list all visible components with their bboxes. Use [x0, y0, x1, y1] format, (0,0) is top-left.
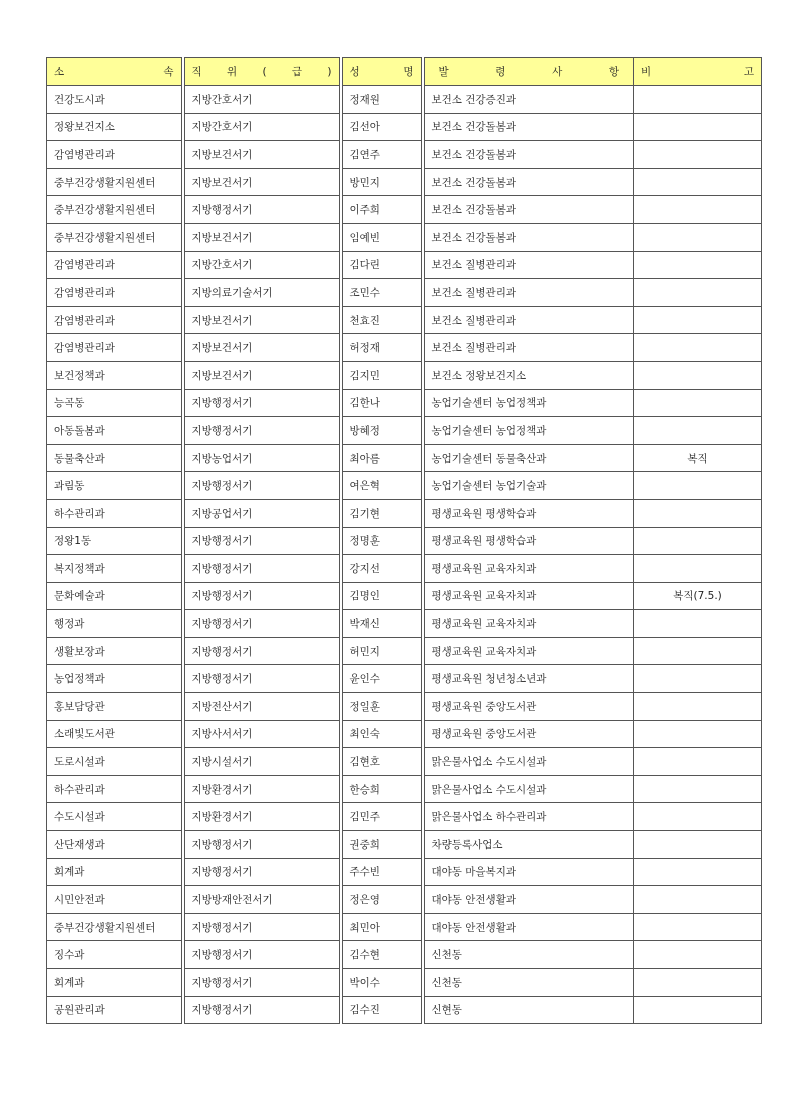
note-cell — [634, 996, 762, 1024]
post-cell: 농업기술센터 농업정책과 — [423, 389, 634, 417]
post-cell: 평생교육원 중앙도서관 — [423, 693, 634, 721]
dept-cell: 감염병관리과 — [47, 141, 183, 169]
post-cell: 보건소 건강돌봄과 — [423, 196, 634, 224]
grade-cell: 지방행정서기 — [183, 196, 341, 224]
grade-cell: 지방농업서기 — [183, 444, 341, 472]
post-cell: 보건소 질병관리과 — [423, 334, 634, 362]
table-row — [47, 527, 762, 555]
post-cell: 농업기술센터 농업기술과 — [423, 472, 634, 500]
dept-cell: 복지정책과 — [47, 555, 183, 583]
name-cell: 최인숙 — [341, 720, 423, 748]
grade-cell: 지방행정서기 — [183, 555, 341, 583]
grade-cell: 지방행정서기 — [183, 527, 341, 555]
grade-cell: 지방행정서기 — [183, 941, 341, 969]
name-cell: 김연주 — [341, 141, 423, 169]
grade-cell: 지방공업서기 — [183, 499, 341, 527]
dept-cell: 홍보담당관 — [47, 693, 183, 721]
note-cell — [634, 472, 762, 500]
dept-cell: 과림동 — [47, 472, 183, 500]
note-cell — [634, 86, 762, 114]
note-cell — [634, 665, 762, 693]
table-row — [47, 168, 762, 196]
post-cell: 대야동 안전생활과 — [423, 886, 634, 914]
name-cell: 주수빈 — [341, 858, 423, 886]
dept-cell: 아동돌봄과 — [47, 417, 183, 445]
table-row — [47, 141, 762, 169]
grade-cell: 지방의료기술서기 — [183, 279, 341, 307]
name-cell: 허민지 — [341, 637, 423, 665]
name-cell: 방민지 — [341, 168, 423, 196]
dept-cell: 수도시설과 — [47, 803, 183, 831]
note-cell — [634, 499, 762, 527]
dept-cell: 하수관리과 — [47, 775, 183, 803]
name-cell: 김명인 — [341, 582, 423, 610]
dept-cell: 정왕1동 — [47, 527, 183, 555]
name-cell: 임예빈 — [341, 223, 423, 251]
table-row — [47, 913, 762, 941]
dept-cell: 소래빛도서관 — [47, 720, 183, 748]
post-cell: 평생교육원 평생학습과 — [423, 499, 634, 527]
dept-cell: 하수관리과 — [47, 499, 183, 527]
note-cell — [634, 831, 762, 859]
note-cell — [634, 693, 762, 721]
post-cell: 신천동 — [423, 969, 634, 997]
name-cell: 정명훈 — [341, 527, 423, 555]
table-row — [47, 637, 762, 665]
note-cell — [634, 913, 762, 941]
name-cell: 김민주 — [341, 803, 423, 831]
grade-cell: 지방행정서기 — [183, 831, 341, 859]
dept-cell: 건강도시과 — [47, 86, 183, 114]
post-cell: 평생교육원 중앙도서관 — [423, 720, 634, 748]
post-cell: 농업기술센터 동물축산과 — [423, 444, 634, 472]
name-cell: 권중희 — [341, 831, 423, 859]
header-post: 발 령 사 항 — [423, 58, 634, 86]
name-cell: 방혜정 — [341, 417, 423, 445]
table-row — [47, 499, 762, 527]
name-cell: 정재원 — [341, 86, 423, 114]
note-cell — [634, 141, 762, 169]
grade-cell: 지방보건서기 — [183, 361, 341, 389]
name-cell: 최민아 — [341, 913, 423, 941]
dept-cell: 감염병관리과 — [47, 306, 183, 334]
header-grade: 직 위 ( 급 ) — [183, 58, 341, 86]
table-row — [47, 720, 762, 748]
grade-cell: 지방행정서기 — [183, 858, 341, 886]
name-cell: 김다린 — [341, 251, 423, 279]
note-cell — [634, 858, 762, 886]
name-cell: 박재신 — [341, 610, 423, 638]
post-cell: 보건소 건강돌봄과 — [423, 223, 634, 251]
post-cell: 맑은물사업소 수도시설과 — [423, 748, 634, 776]
name-cell: 정은영 — [341, 886, 423, 914]
name-cell: 김수진 — [341, 996, 423, 1024]
table-row — [47, 223, 762, 251]
grade-cell: 지방행정서기 — [183, 417, 341, 445]
note-cell — [634, 527, 762, 555]
dept-cell: 중부건강생활지원센터 — [47, 196, 183, 224]
note-cell — [634, 306, 762, 334]
grade-cell: 지방간호서기 — [183, 86, 341, 114]
table-row — [47, 610, 762, 638]
dept-cell: 징수과 — [47, 941, 183, 969]
header-note: 비 고 — [634, 58, 762, 86]
name-cell: 윤인수 — [341, 665, 423, 693]
name-cell: 김현호 — [341, 748, 423, 776]
note-cell — [634, 775, 762, 803]
dept-cell: 생활보장과 — [47, 637, 183, 665]
grade-cell: 지방행정서기 — [183, 913, 341, 941]
dept-cell: 농업정책과 — [47, 665, 183, 693]
post-cell: 신현동 — [423, 996, 634, 1024]
post-cell: 차량등록사업소 — [423, 831, 634, 859]
note-cell — [634, 941, 762, 969]
note-cell — [634, 610, 762, 638]
table-row — [47, 996, 762, 1024]
grade-cell: 지방환경서기 — [183, 775, 341, 803]
table-row — [47, 886, 762, 914]
table-row — [47, 251, 762, 279]
grade-cell: 지방보건서기 — [183, 306, 341, 334]
grade-cell: 지방간호서기 — [183, 113, 341, 141]
grade-cell: 지방보건서기 — [183, 141, 341, 169]
table-row — [47, 389, 762, 417]
post-cell: 대야동 마을복지과 — [423, 858, 634, 886]
name-cell: 허정재 — [341, 334, 423, 362]
grade-cell: 지방행정서기 — [183, 969, 341, 997]
note-cell — [634, 196, 762, 224]
note-cell — [634, 886, 762, 914]
name-cell: 천효진 — [341, 306, 423, 334]
post-cell: 맑은물사업소 수도시설과 — [423, 775, 634, 803]
name-cell: 조민수 — [341, 279, 423, 307]
grade-cell: 지방행정서기 — [183, 610, 341, 638]
name-cell: 최아름 — [341, 444, 423, 472]
table-row — [47, 941, 762, 969]
header-row — [47, 58, 762, 86]
personnel-table — [46, 57, 762, 1024]
table-row — [47, 858, 762, 886]
dept-cell: 중부건강생활지원센터 — [47, 223, 183, 251]
table-row — [47, 748, 762, 776]
table-row — [47, 86, 762, 114]
name-cell: 김선아 — [341, 113, 423, 141]
note-cell — [634, 279, 762, 307]
dept-cell: 회계과 — [47, 858, 183, 886]
post-cell: 맑은물사업소 하수관리과 — [423, 803, 634, 831]
grade-cell: 지방보건서기 — [183, 334, 341, 362]
note-cell — [634, 389, 762, 417]
note-cell — [634, 168, 762, 196]
table-row — [47, 803, 762, 831]
dept-cell: 감염병관리과 — [47, 334, 183, 362]
dept-cell: 도로시설과 — [47, 748, 183, 776]
dept-cell: 산단재생과 — [47, 831, 183, 859]
table-row — [47, 444, 762, 472]
name-cell: 정일훈 — [341, 693, 423, 721]
note-cell: 복직 — [634, 444, 762, 472]
table-row — [47, 665, 762, 693]
name-cell: 김지민 — [341, 361, 423, 389]
note-cell — [634, 361, 762, 389]
dept-cell: 감염병관리과 — [47, 251, 183, 279]
header-dept: 소 속 — [47, 58, 183, 86]
note-cell: 복직(7.5.) — [634, 582, 762, 610]
dept-cell: 동물축산과 — [47, 444, 183, 472]
post-cell: 대야동 안전생활과 — [423, 913, 634, 941]
header-name: 성 명 — [341, 58, 423, 86]
table-row — [47, 417, 762, 445]
note-cell — [634, 223, 762, 251]
post-cell: 평생교육원 교육자치과 — [423, 555, 634, 583]
dept-cell: 공원관리과 — [47, 996, 183, 1024]
grade-cell: 지방보건서기 — [183, 223, 341, 251]
table-row — [47, 775, 762, 803]
table-row — [47, 831, 762, 859]
name-cell: 강지선 — [341, 555, 423, 583]
name-cell: 박이수 — [341, 969, 423, 997]
post-cell: 보건소 질병관리과 — [423, 306, 634, 334]
name-cell: 김한나 — [341, 389, 423, 417]
note-cell — [634, 555, 762, 583]
dept-cell: 중부건강생활지원센터 — [47, 168, 183, 196]
dept-cell: 보건정책과 — [47, 361, 183, 389]
note-cell — [634, 720, 762, 748]
dept-cell: 능곡동 — [47, 389, 183, 417]
grade-cell: 지방행정서기 — [183, 665, 341, 693]
table-row — [47, 969, 762, 997]
grade-cell: 지방전산서기 — [183, 693, 341, 721]
grade-cell: 지방행정서기 — [183, 582, 341, 610]
post-cell: 보건소 건강돌봄과 — [423, 168, 634, 196]
grade-cell: 지방방재안전서기 — [183, 886, 341, 914]
post-cell: 평생교육원 교육자치과 — [423, 637, 634, 665]
table-header — [47, 58, 762, 86]
note-cell — [634, 803, 762, 831]
note-cell — [634, 113, 762, 141]
table-row — [47, 196, 762, 224]
grade-cell: 지방행정서기 — [183, 996, 341, 1024]
table-row — [47, 555, 762, 583]
post-cell: 농업기술센터 농업정책과 — [423, 417, 634, 445]
dept-cell: 감염병관리과 — [47, 279, 183, 307]
name-cell: 여은혁 — [341, 472, 423, 500]
post-cell: 평생교육원 교육자치과 — [423, 610, 634, 638]
grade-cell: 지방보건서기 — [183, 168, 341, 196]
note-cell — [634, 334, 762, 362]
note-cell — [634, 748, 762, 776]
post-cell: 보건소 건강돌봄과 — [423, 141, 634, 169]
dept-cell: 문화예술과 — [47, 582, 183, 610]
post-cell: 보건소 질병관리과 — [423, 279, 634, 307]
table-row — [47, 279, 762, 307]
post-cell: 신천동 — [423, 941, 634, 969]
table-row — [47, 361, 762, 389]
post-cell: 보건소 건강증진과 — [423, 86, 634, 114]
grade-cell: 지방행정서기 — [183, 637, 341, 665]
post-cell: 보건소 건강돌봄과 — [423, 113, 634, 141]
post-cell: 평생교육원 평생학습과 — [423, 527, 634, 555]
grade-cell: 지방사서서기 — [183, 720, 341, 748]
grade-cell: 지방환경서기 — [183, 803, 341, 831]
grade-cell: 지방행정서기 — [183, 472, 341, 500]
name-cell: 김기현 — [341, 499, 423, 527]
table-row — [47, 693, 762, 721]
dept-cell: 행정과 — [47, 610, 183, 638]
grade-cell: 지방행정서기 — [183, 389, 341, 417]
table-row — [47, 472, 762, 500]
table-row — [47, 113, 762, 141]
note-cell — [634, 969, 762, 997]
table-row — [47, 306, 762, 334]
dept-cell: 시민안전과 — [47, 886, 183, 914]
note-cell — [634, 637, 762, 665]
name-cell: 김수현 — [341, 941, 423, 969]
note-cell — [634, 251, 762, 279]
grade-cell: 지방시설서기 — [183, 748, 341, 776]
post-cell: 평생교육원 청년청소년과 — [423, 665, 634, 693]
post-cell: 보건소 정왕보건지소 — [423, 361, 634, 389]
table-body — [47, 86, 762, 1024]
dept-cell: 정왕보건지소 — [47, 113, 183, 141]
table-row — [47, 582, 762, 610]
note-cell — [634, 417, 762, 445]
name-cell: 이주희 — [341, 196, 423, 224]
name-cell: 한승희 — [341, 775, 423, 803]
grade-cell: 지방간호서기 — [183, 251, 341, 279]
table-row — [47, 334, 762, 362]
dept-cell: 회계과 — [47, 969, 183, 997]
dept-cell: 중부건강생활지원센터 — [47, 913, 183, 941]
post-cell: 보건소 질병관리과 — [423, 251, 634, 279]
post-cell: 평생교육원 교육자치과 — [423, 582, 634, 610]
